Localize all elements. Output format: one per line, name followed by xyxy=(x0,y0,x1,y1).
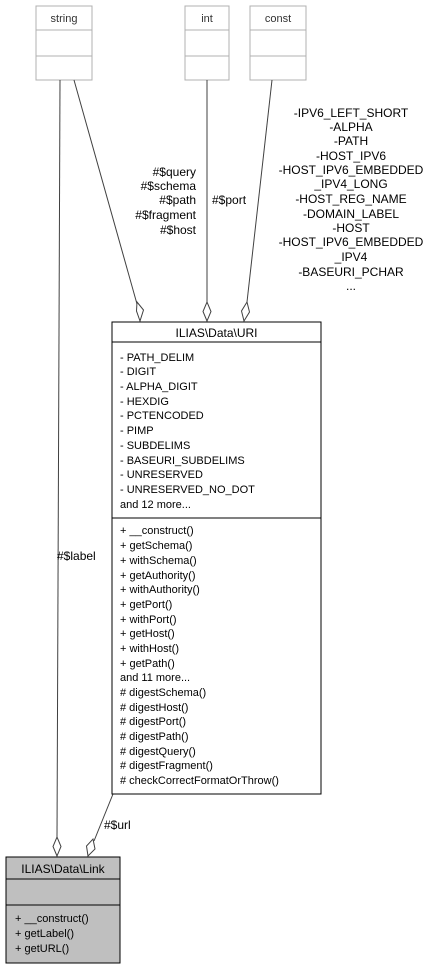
edge-label-port: #$port xyxy=(212,193,247,207)
type-box-const xyxy=(250,6,306,80)
attribute-item: - HEXDIG xyxy=(120,396,169,408)
method-item: + getPort() xyxy=(120,599,173,611)
method-item: + withPort() xyxy=(120,614,177,626)
type-box-string xyxy=(36,6,92,80)
method-item: + withAuthority() xyxy=(120,584,200,596)
edge-label-line: -HOST xyxy=(332,221,370,235)
edge-label-line: _IPV4 xyxy=(334,250,368,264)
edge-label-line: #$host xyxy=(159,223,196,237)
edge-label-line: -ALPHA xyxy=(329,120,373,134)
attribute-item: - UNRESERVED_NO_DOT xyxy=(120,484,255,496)
method-item: and 11 more... xyxy=(120,672,191,684)
edge-const-to-uri xyxy=(242,80,273,321)
method-item: # digestHost() xyxy=(120,702,189,714)
edge-label-line: -HOST_IPV6_EMBEDDED xyxy=(278,163,424,177)
edge-label-line: -HOST_IPV6 xyxy=(315,149,387,163)
method-item: # digestFragment() xyxy=(120,760,213,772)
method-item: # digestQuery() xyxy=(120,746,196,758)
edge-label-line: #$path xyxy=(159,193,196,207)
attribute-item: - ALPHA_DIGIT xyxy=(120,381,198,393)
edge-label-line: -HOST_IPV6_EMBEDDED xyxy=(278,235,424,249)
class-name-link: ILIAS\Data\Link xyxy=(21,862,105,876)
edge-label-line: #$schema xyxy=(140,179,196,193)
method-item: # digestSchema() xyxy=(120,687,207,699)
edge-label-label: #$label xyxy=(57,549,96,563)
edge-label-line: _IPV4_LONG xyxy=(314,177,388,191)
method-item: # checkCorrectFormatOrThrow() xyxy=(120,775,279,787)
attribute-item: - PIMP xyxy=(120,425,154,437)
method-item: + __construct() xyxy=(120,525,194,537)
edge-label-line: -IPV6_LEFT_SHORT xyxy=(293,106,409,120)
edge-label-string-members xyxy=(135,165,196,237)
attribute-item: and 12 more... xyxy=(120,499,191,511)
edge-label-line: -HOST_REG_NAME xyxy=(295,192,407,206)
type-box-int xyxy=(185,6,229,80)
attribute-item: - PATH_DELIM xyxy=(120,352,195,364)
edge-label-line: -PATH xyxy=(333,134,369,148)
edge-label-line: ... xyxy=(345,279,357,293)
class-box-link xyxy=(6,857,120,963)
method-item: + getAuthority() xyxy=(120,570,196,582)
method-item: + getURL() xyxy=(15,943,70,955)
attribute-item: - BASEURI_SUBDELIMS xyxy=(120,455,245,467)
type-name-string: string xyxy=(50,13,78,25)
method-item: + __construct() xyxy=(15,913,89,925)
method-item: + getPath() xyxy=(120,658,175,670)
edge-label-line: #$query xyxy=(152,165,196,179)
attribute-item: - PCTENCODED xyxy=(120,410,204,422)
attribute-item: - DIGIT xyxy=(120,366,157,378)
edge-label-const-members xyxy=(279,106,424,293)
attribute-item: - SUBDELIMS xyxy=(120,440,191,452)
class-name-uri: ILIAS\Data\URI xyxy=(175,326,258,340)
edge-string-to-link xyxy=(53,80,61,856)
method-item: + getSchema() xyxy=(120,540,193,552)
edge-string-to-uri xyxy=(74,80,144,321)
method-item: + getHost() xyxy=(120,628,175,640)
edge-label-line: #$fragment xyxy=(135,208,196,222)
class-box-uri xyxy=(112,322,321,794)
edge-label-url: #$url xyxy=(104,818,131,832)
type-name-int: int xyxy=(201,13,213,25)
method-item: + withHost() xyxy=(120,643,179,655)
edge-label-line: -BASEURI_PCHAR xyxy=(298,265,404,279)
attribute-item: - UNRESERVED xyxy=(120,469,203,481)
edge-label-line: -DOMAIN_LABEL xyxy=(302,207,400,221)
method-item: # digestPort() xyxy=(120,716,187,728)
method-item: # digestPath() xyxy=(120,731,189,743)
type-name-const: const xyxy=(264,13,292,25)
method-item: + getLabel() xyxy=(15,928,75,940)
method-item: + withSchema() xyxy=(120,555,197,567)
edge-int-to-uri xyxy=(203,80,211,321)
